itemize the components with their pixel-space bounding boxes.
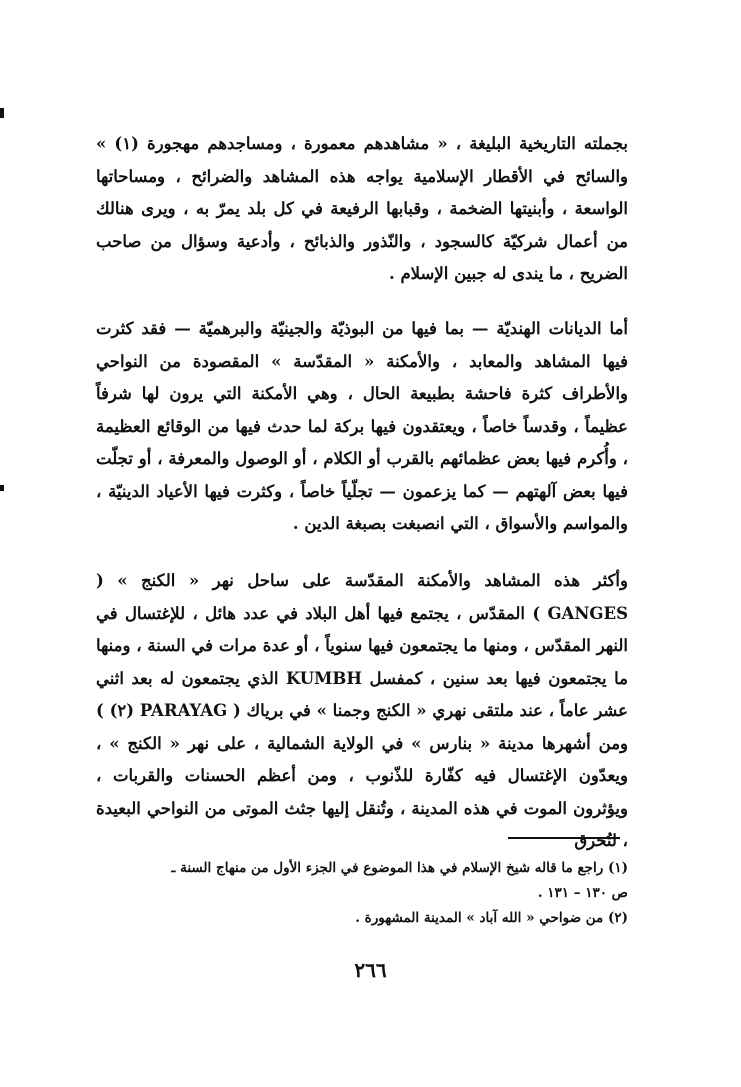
footnote [96, 906, 628, 931]
footnote-separator [508, 837, 620, 839]
page-number: ٢٦٦ [354, 958, 387, 982]
footnote-text: ص ١٣٠ – ١٣١ . [537, 885, 628, 901]
body-paragraph: وأكثر هذه المشاهد والأمكنة المقدّسة على ساحل نهر « الكنج » ( GANGES ) المقدّس ، يجتمع فيها أهل البلاد في عدد هائل ، للإغتسال في النهر المقدّس ، ومنها ما يجتمعون فيها سنوياً ، أو عدة مرات في السنة ، ومنها ما يجتمعون فيها بعد سنين ، كمفسل KUMBH الذي يجتمعون له بعد اثني عشر عاماً ، عند ملتقى نهري « الكنج وجمنا » في برياك ( PARAYAG (٢) ) ومن أشهرها مدينة « بنارس » في الولاية الشمالية ، على نهر « الكنج » ، ويعدّون الإغتسال فيه كفّارة للذّنوب ، ومن أعظم الحسنات والقربات ، ويؤثرون الموت في هذه المدينة ، وتُنقل إليها جثث الموتى من النواحي البعيدة ، لتُحرق [96, 571, 628, 850]
body-paragraph: بجملته التاريخية البليغة ، « مشاهدهم معمورة ، ومساجدهم مهجورة (١) » والسائح في الأقطار الإسلامية يواجه هذه المشاهد والضرائح ، ومساحاتها الواسعة ، وأبنيتها الضخمة ، وقبابها الرفيعة في كل بلد يمرّ به ، ويرى هنالك من أعمال شركيّة كالسجود ، والنّذور والذبائح ، وأدعية وسؤال من صاحب الضريح ، ما يندى له جبين الإسلام . [96, 134, 628, 283]
footnote-text: (٢) من ضواحي « الله آباد » المدينة المشهورة . [355, 910, 628, 926]
scan-margin-mark [0, 108, 4, 118]
footnote-text: (١) راجع ما قاله شيخ الإسلام في هذا الموضوع في الجزء الأول من منهاج السنة ـ [171, 860, 628, 876]
body-paragraph: أما الديانات الهنديّة — بما فيها من البوذيّة والجينيّة والبرهميّة — فقد كثرت فيها المشاهد والمعابد ، والأمكنة « المقدّسة » المقصودة من النواحي والأطراف كثرة فاحشة بطبيعة الحال ، وهي الأمكنة التي يرون لها شرفاً عظيماً ، وقدساً خاصاً ، ويعتقدون فيها بركة لما حدث فيها من الوقائع العظيمة ، وأُكرم فيها بعض عظمائهم بالقرب أو الكلام ، أو الوصول والمعرفة ، أو تجلّت فيها بعض آلهتهم — كما يزعمون — تجلّياً خاصاً ، وكثرت فيها الأعياد الدينيّة ، والمواسم والأسواق ، التي انصبغت بصبغة الدين . [96, 319, 628, 533]
scan-margin-mark [0, 485, 4, 491]
footnote [96, 856, 628, 906]
